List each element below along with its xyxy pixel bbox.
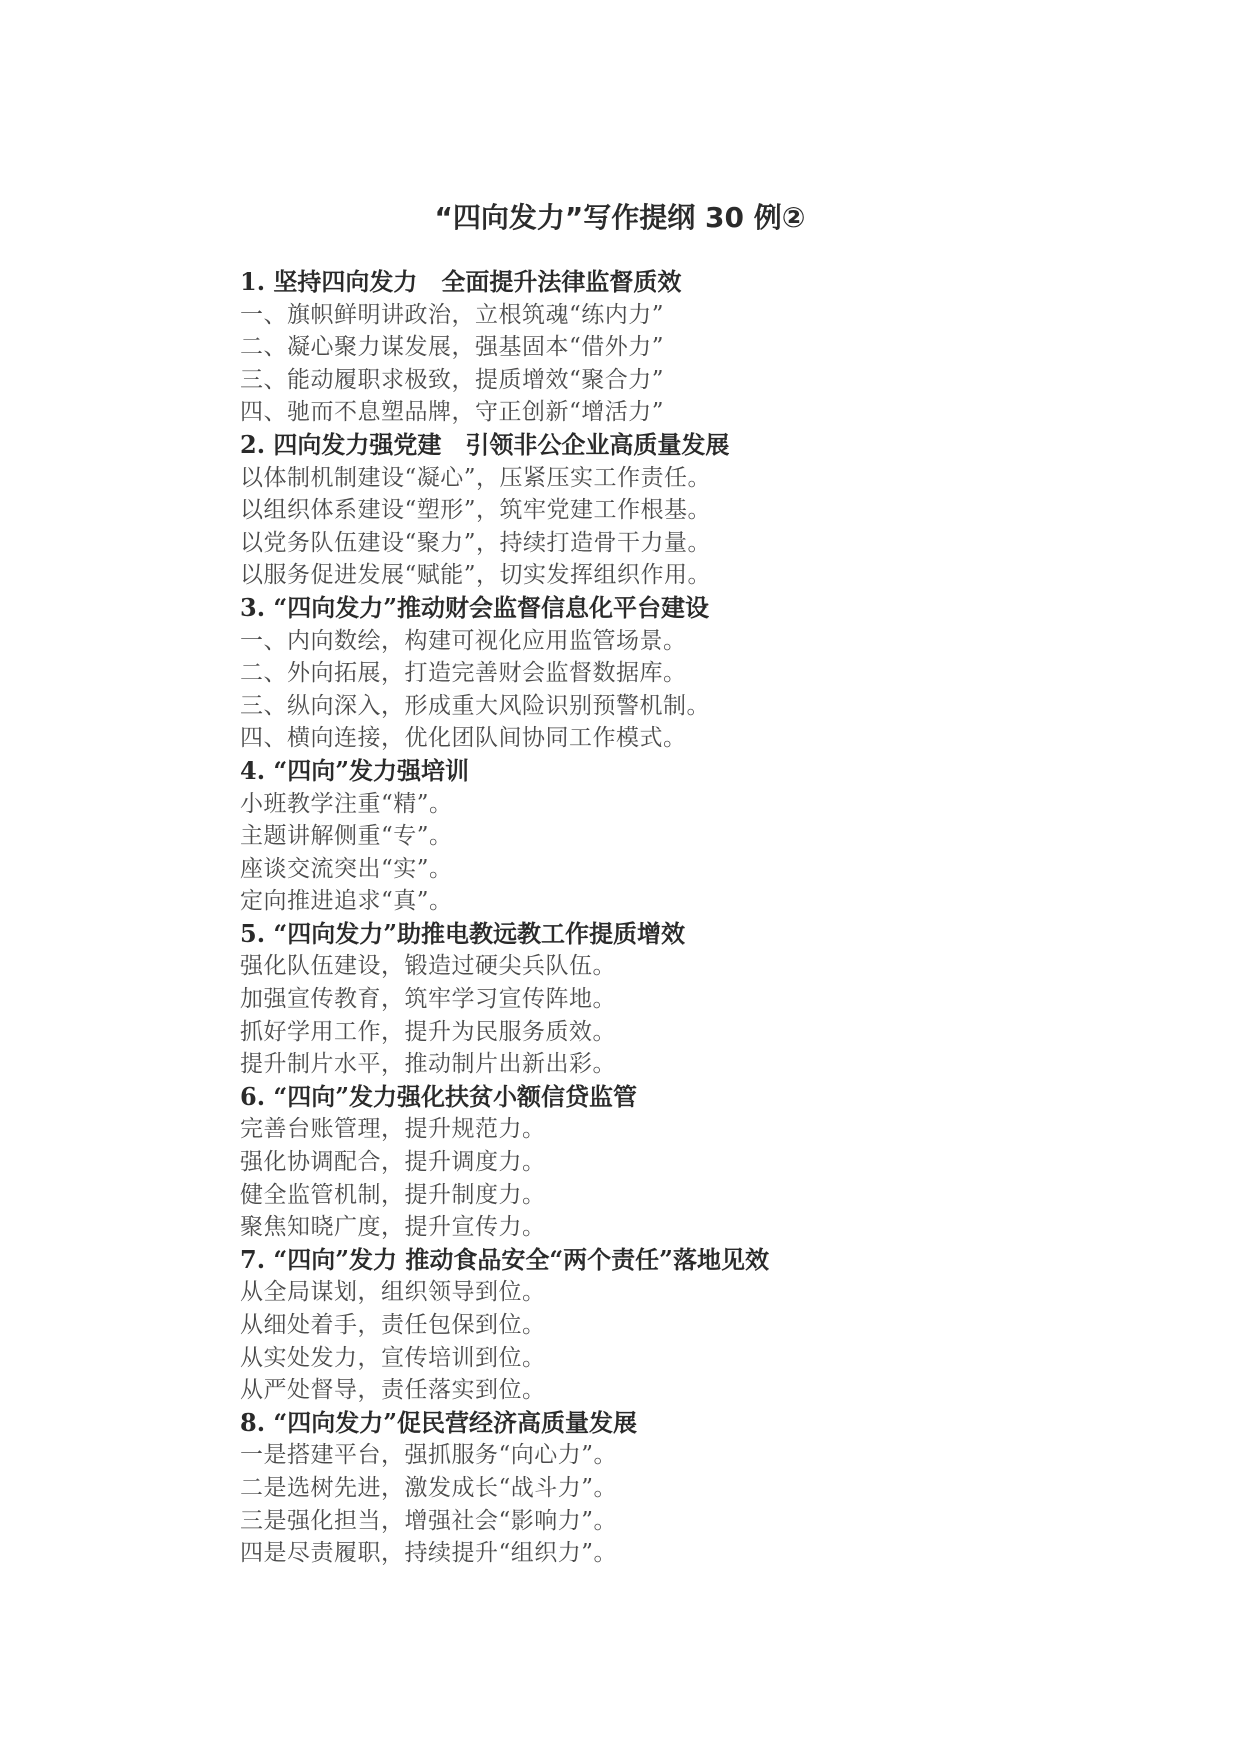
outline-section-6: [240, 1081, 1140, 1244]
outline-item: 以组织体系建设“塑形”，筑牢党建工作根基。: [240, 497, 712, 524]
outline-item: 从严处督导，责任落实到位。: [240, 1377, 546, 1404]
outline-section-1: [240, 266, 1140, 429]
page-title: “四向发力”写作提纲 30 例②: [434, 201, 806, 234]
section-heading: 7. “四向”发力 推动食品安全“两个责任”落地见效: [240, 1244, 769, 1274]
outline-content: [240, 266, 1140, 1570]
outline-section-8: [240, 1407, 1140, 1570]
outline-item: 以党务队伍建设“聚力”，持续打造骨干力量。: [240, 529, 712, 556]
outline-item: 三是强化担当，增强社会“影响力”。: [240, 1507, 618, 1534]
section-heading: 5. “四向发力”助推电教远教工作提质增效: [240, 918, 686, 948]
outline-item: 二、外向拓展，打造完善财会监督数据库。: [240, 660, 687, 687]
outline-item: 一、旗帜鲜明讲政治，立根筑魂“练内力”: [240, 301, 665, 328]
outline-item: 二、凝心聚力谋发展，强基固本“借外力”: [240, 334, 665, 361]
outline-item: 加强宣传教育，筑牢学习宣传阵地。: [240, 986, 616, 1013]
outline-item: 抓好学用工作，提升为民服务质效。: [240, 1018, 616, 1045]
outline-section-3: [240, 592, 1140, 755]
outline-section-5: [240, 918, 1140, 1081]
outline-item: 座谈交流突出“实”。: [240, 855, 453, 882]
outline-item: 一、内向数绘，构建可视化应用监管场景。: [240, 627, 687, 654]
outline-section-2: [240, 429, 1140, 592]
outline-item: 三、纵向深入，形成重大风险识别预警机制。: [240, 692, 710, 719]
outline-item: 三、能动履职求极致，提质增效“聚合力”: [240, 366, 665, 393]
outline-item: 强化协调配合，提升调度力。: [240, 1149, 546, 1176]
section-heading: 4. “四向”发力强培训: [240, 755, 470, 785]
outline-item: 以体制机制建设“凝心”，压紧压实工作责任。: [240, 464, 712, 491]
outline-item: 完善台账管理，提升规范力。: [240, 1116, 546, 1143]
section-heading: 2. 四向发力强党建 引领非公企业高质量发展: [240, 429, 730, 459]
section-heading: 8. “四向发力”促民营经济高质量发展: [240, 1407, 638, 1437]
outline-item: 四、驰而不息塑品牌，守正创新“增活力”: [240, 399, 665, 426]
section-heading: 1. 坚持四向发力 全面提升法律监督质效: [240, 267, 682, 296]
outline-item: 聚焦知晓广度，提升宣传力。: [240, 1214, 546, 1241]
outline-item: 定向推进追求“真”。: [240, 888, 453, 915]
outline-item: 从全局谋划，组织领导到位。: [240, 1279, 546, 1306]
section-heading: 6. “四向”发力强化扶贫小额信贷监管: [240, 1081, 638, 1111]
outline-item: 四是尽责履职，持续提升“组织力”。: [240, 1540, 618, 1567]
outline-section-7: [240, 1244, 1140, 1407]
outline-item: 一是搭建平台，强抓服务“向心力”。: [240, 1442, 618, 1469]
outline-item: 以服务促进发展“赋能”，切实发挥组织作用。: [240, 562, 712, 589]
outline-item: 健全监管机制，提升制度力。: [240, 1181, 546, 1208]
outline-section-4: [240, 755, 1140, 918]
outline-item: 小班教学注重“精”。: [240, 790, 453, 817]
outline-item: 提升制片水平，推动制片出新出彩。: [240, 1051, 616, 1078]
section-heading: 3. “四向发力”推动财会监督信息化平台建设: [240, 592, 710, 622]
outline-item: 从细处着手，责任包保到位。: [240, 1312, 546, 1338]
outline-item: 强化队伍建设，锻造过硬尖兵队伍。: [240, 953, 616, 980]
outline-item: 从实处发力，宣传培训到位。: [240, 1344, 546, 1371]
outline-item: 四、横向连接，优化团队间协同工作模式。: [240, 725, 687, 752]
outline-item: 二是选树先进，激发成长“战斗力”。: [240, 1474, 618, 1501]
outline-item: 主题讲解侧重“专”。: [240, 823, 453, 850]
